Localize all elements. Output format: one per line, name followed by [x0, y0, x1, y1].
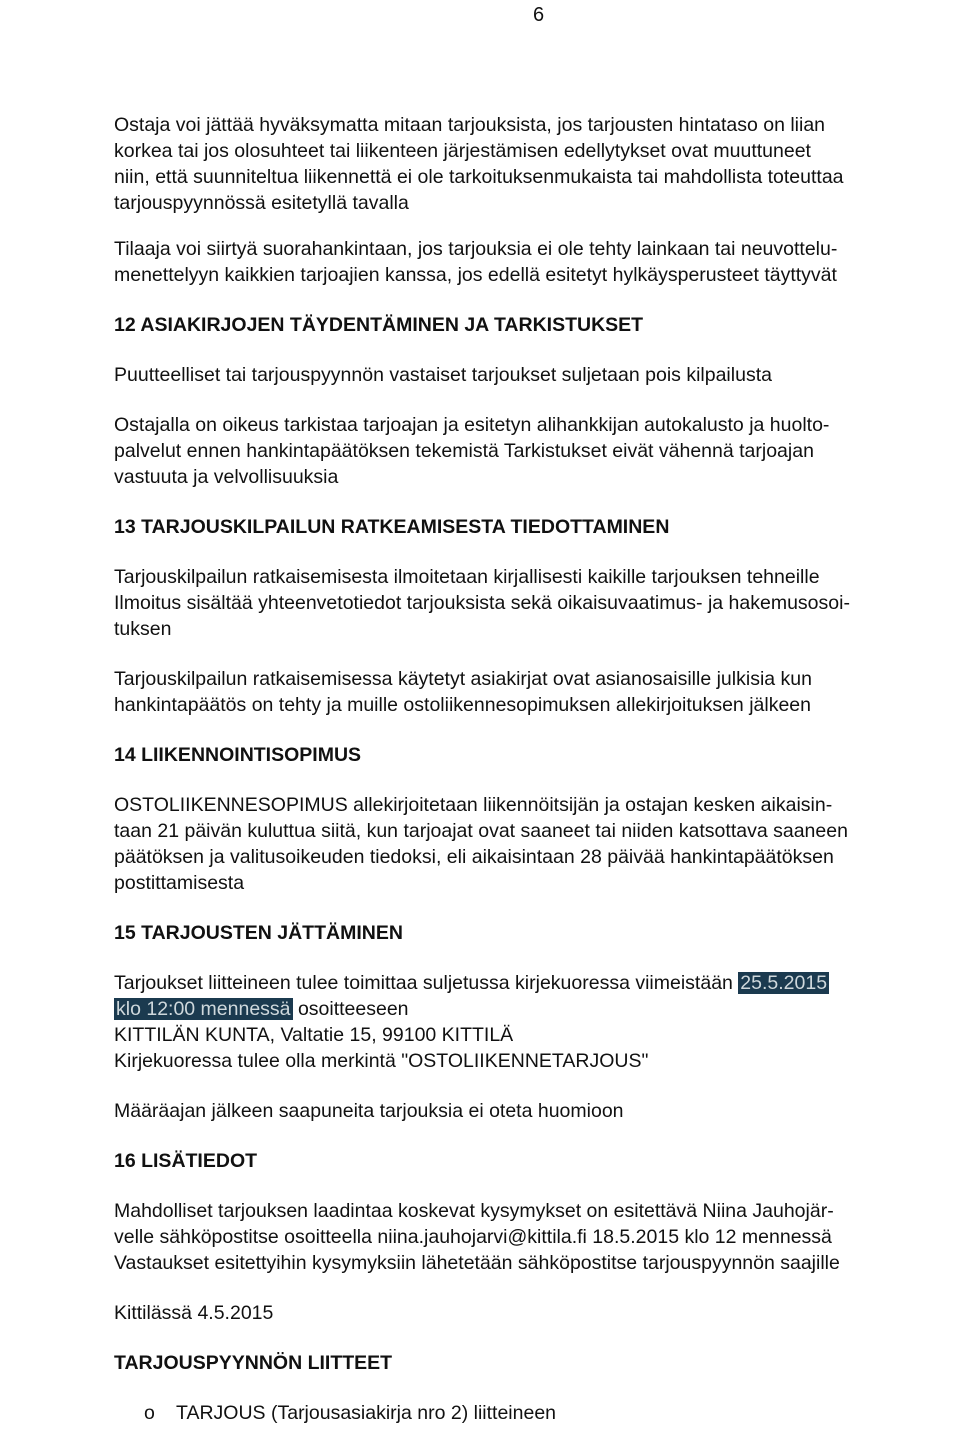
text-line [114, 996, 956, 1022]
section-heading-12: 12 ASIAKIRJOJEN TÄYDENTÄMINEN JA TARKISTUKSET [114, 314, 644, 336]
submission-text: Tarjoukset liitteineen tulee toimittaa suljetussa kirjekuoressa viimeistään [114, 972, 739, 994]
text-line: Tarjouskilpailun ratkaisemisesta ilmoitetaan kirjallisesti kaikille tarjouksen tehneille [114, 566, 820, 588]
text-line: Mahdolliset tarjouksen laadintaa koskevat kysymykset on esitettävä Niina Jauhojär- [114, 1200, 834, 1222]
paragraph-direct-procurement [114, 236, 956, 288]
address-line: KITTILÄN KUNTA, Valtatie 15, 99100 KITTILÄ [114, 1024, 514, 1046]
section-heading-16: 16 LISÄTIEDOT [114, 1150, 258, 1172]
document-body [114, 112, 956, 1426]
text-line: päätöksen ja valitusoikeuden tiedoksi, eli aikaisintaan 28 päivää hankintapäätöksen [114, 846, 834, 868]
text-line: Tilaaja voi siirtyä suorahankintaan, jos tarjouksia ei ole tehty lainkaan tai neuvottelu- [114, 238, 838, 260]
paragraph-contract-signing [114, 792, 956, 896]
section-heading-13: 13 TARJOUSKILPAILUN RATKEAMISESTA TIEDOTTAMINEN [114, 516, 670, 538]
paragraph-public-documents [114, 666, 956, 718]
paragraph-rejection [114, 112, 956, 216]
bullet-marker: o [144, 1402, 155, 1424]
text-line: niin, että suunniteltua liikennettä ei ole tarkoituksenmukaista tai mahdollista toteuttaa [114, 166, 844, 188]
text-line: velle sähköpostitse osoitteella niina.jauhojarvi@kittila.fi 18.5.2015 klo 12 mennessä [114, 1226, 832, 1248]
section-heading-15: 15 TARJOUSTEN JÄTTÄMINEN [114, 922, 403, 944]
text-line: menettelyyn kaikkien tarjoajien kanssa, jos edellä esitetyt hylkäysperusteet täyttyvät [114, 264, 837, 286]
text-line: taan 21 päivän kuluttua siitä, kun tarjoajat ovat saaneet tai niiden katsottava saaneen [114, 820, 848, 842]
text-line: Tarjouskilpailun ratkaisemisessa käytetyt asiakirjat ovat asianosaisille julkisia kun [114, 668, 812, 690]
text-line: Määräajan jälkeen saapuneita tarjouksia ei oteta huomioon [114, 1100, 624, 1122]
attachments-heading: TARJOUSPYYNNÖN LIITTEET [114, 1352, 393, 1374]
deadline-time-highlight: klo 12:00 mennessä [116, 998, 291, 1020]
paragraph-incomplete-offers [114, 362, 956, 388]
text-line: OSTOLIIKENNESOPIMUS allekirjoitetaan liikennöitsijän ja ostajan kesken aikaisin- [114, 794, 833, 816]
text-line: Kirjekuoressa tulee olla merkintä "OSTOLIIKENNETARJOUS" [114, 1050, 649, 1072]
attachment-label: TARJOUS (Tarjousasiakirja nro 2) liitteineen [176, 1402, 557, 1424]
text-line: Ostaja voi jättää hyväksymatta mitaan tarjouksista, jos tarjousten hintataso on liian [114, 114, 826, 136]
text-line: vastuuta ja velvollisuuksia [114, 466, 339, 488]
paragraph-notification [114, 564, 956, 642]
text-line: Ostajalla on oikeus tarkistaa tarjoajan ja esitetyn alihankkijan autokalusto ja huolto- [114, 414, 830, 436]
place-and-date: Kittilässä 4.5.2015 [114, 1302, 274, 1324]
paragraph-late-offers [114, 1098, 956, 1124]
paragraph-inspection-right [114, 412, 956, 490]
text-line: tuksen [114, 618, 172, 640]
text-line: Vastaukset esitettyihin kysymyksiin lähetetään sähköpostitse tarjouspyynnön saajille [114, 1252, 840, 1274]
text-line: hankintapäätös on tehty ja muille ostoliikennesopimuksen allekirjoituksen jälkeen [114, 694, 811, 716]
text-line: Ilmoitus sisältää yhteenvetotiedot tarjouksista sekä oikaisuvaatimus- ja hakemusosoi- [114, 592, 850, 614]
list-item [144, 1400, 956, 1426]
section-heading-14: 14 LIIKENNOINTISOPIMUS [114, 744, 362, 766]
attachments-list [114, 1400, 956, 1426]
text-line: tarjouspyynnössä esitetyllä tavalla [114, 192, 409, 214]
paragraph-submission [114, 970, 956, 1074]
text-line [114, 970, 956, 996]
text-line: postittamisesta [114, 872, 245, 894]
paragraph-questions [114, 1198, 956, 1276]
text-line: korkea tai jos olosuhteet tai liikenteen järjestämisen edellytykset ovat muuttuneet [114, 140, 811, 162]
text-line: Puutteelliset tai tarjouspyynnön vastaiset tarjoukset suljetaan pois kilpailusta [114, 364, 772, 386]
page-number: 6 [533, 4, 545, 26]
text-line: palvelut ennen hankintapäätöksen tekemistä Tarkistukset eivät vähennä tarjoajan [114, 440, 814, 462]
deadline-date-highlight: 25.5.2015 [740, 972, 828, 994]
submission-text: osoitteeseen [292, 998, 409, 1020]
